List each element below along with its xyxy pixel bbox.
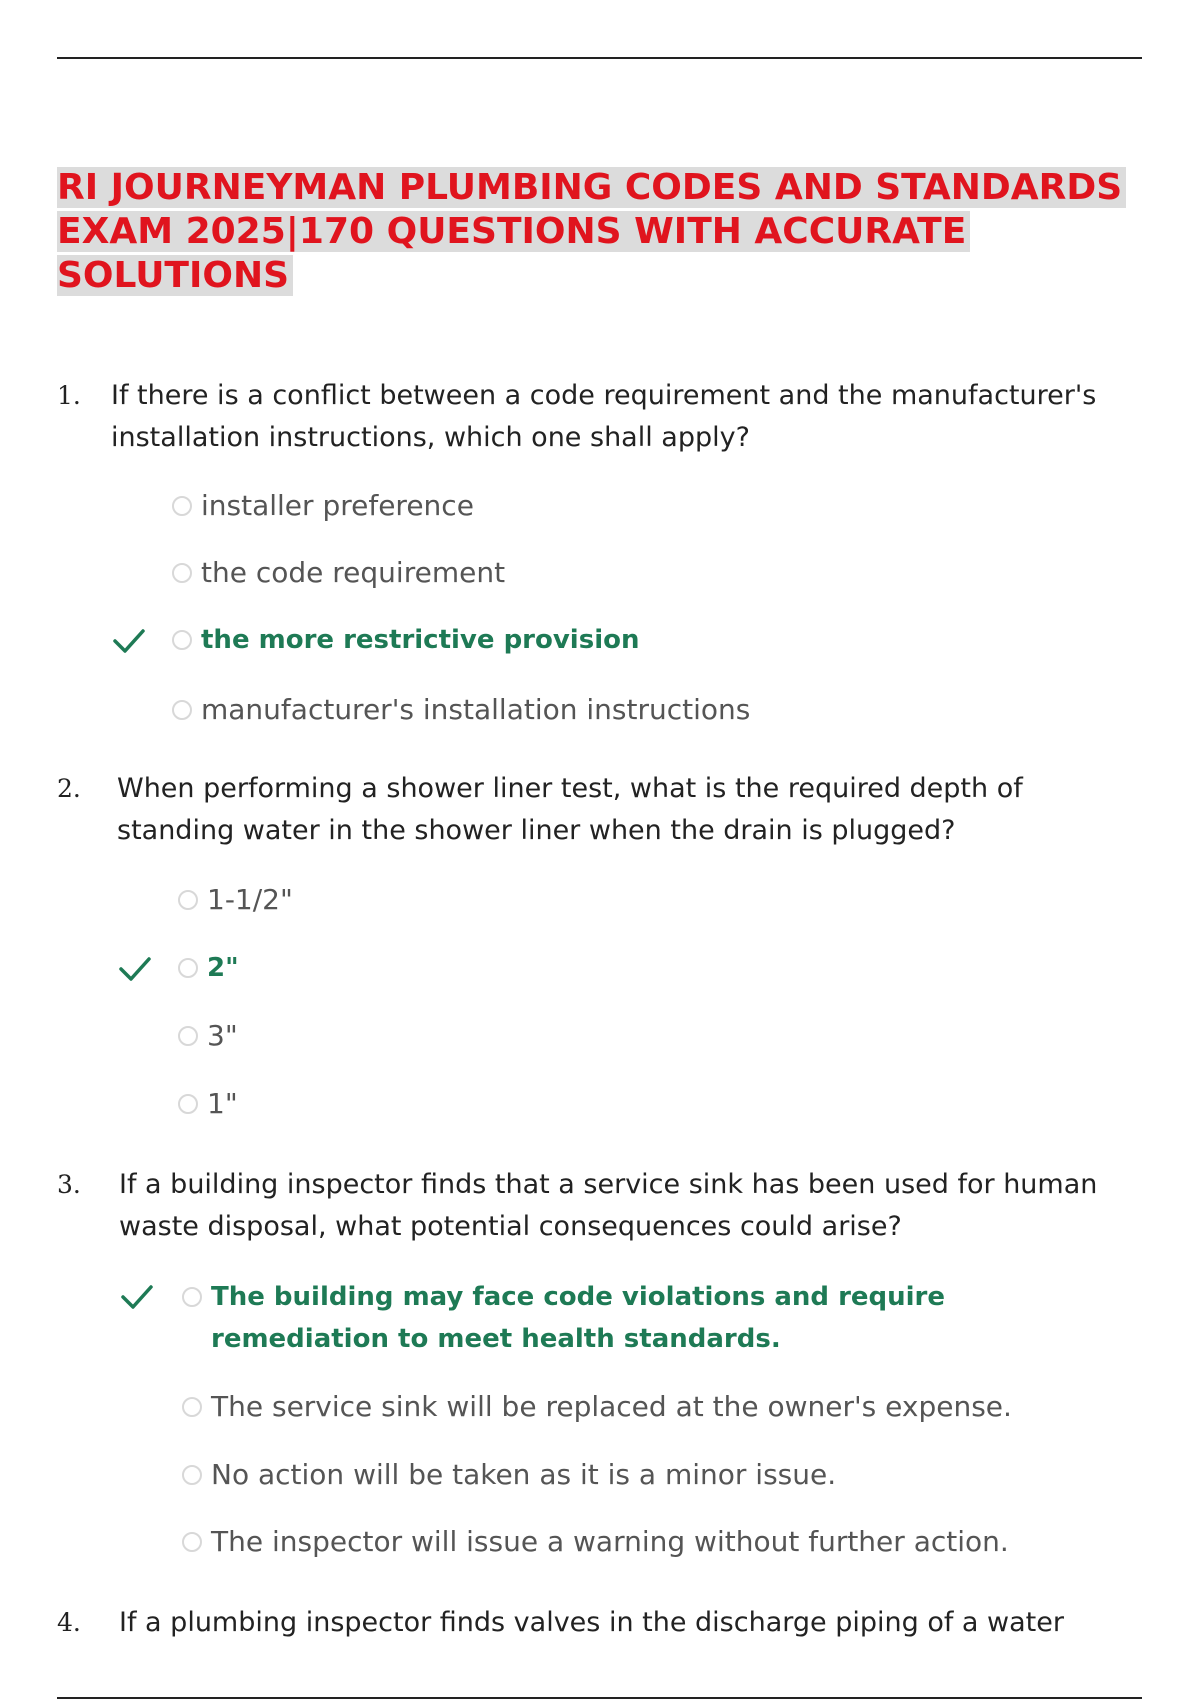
question-number: 2. (57, 774, 81, 803)
option-q2-c[interactable] (178, 1016, 238, 1056)
question-number: 4. (57, 1608, 81, 1637)
radio-circle-icon[interactable] (182, 1465, 202, 1485)
document-title (57, 166, 1157, 298)
question-text: If a plumbing inspector finds valves in the discharge piping of a water (119, 1607, 1064, 1638)
option-q2-d[interactable] (178, 1084, 238, 1124)
option-q1-a[interactable] (172, 486, 474, 526)
radio-circle-icon[interactable] (178, 1094, 198, 1114)
question-number: 3. (57, 1170, 81, 1199)
title-line-3: SOLUTIONS (57, 255, 293, 296)
radio-circle-icon[interactable] (182, 1287, 202, 1307)
option-label: No action will be taken as it is a minor issue. (211, 1458, 837, 1491)
option-q3-a[interactable] (182, 1276, 1111, 1360)
radio-circle-icon[interactable] (178, 1026, 198, 1046)
question-number: 1. (57, 381, 81, 410)
question-text: When performing a shower liner test, what is the required depth of standing water in the shower liner when the drain is plugged? (117, 773, 1023, 846)
radio-circle-icon[interactable] (172, 563, 192, 583)
radio-circle-icon[interactable] (172, 630, 192, 650)
checkmark-icon (112, 627, 146, 655)
top-rule (57, 57, 1142, 59)
checkmark-icon (118, 955, 152, 983)
option-q3-b[interactable] (182, 1387, 1012, 1427)
option-q2-a[interactable] (178, 880, 293, 920)
question-text: If a building inspector finds that a service sink has been used for human waste disposal, what potential consequences could arise? (119, 1169, 1098, 1242)
option-q3-d[interactable] (182, 1522, 1009, 1562)
option-q1-b[interactable] (172, 553, 505, 593)
option-q3-c[interactable] (182, 1455, 836, 1495)
option-label: The service sink will be replaced at the owner's expense. (211, 1390, 1012, 1423)
option-q1-d[interactable] (172, 690, 750, 730)
radio-circle-icon[interactable] (172, 700, 192, 720)
checkmark-icon (120, 1283, 154, 1311)
option-label: manufacturer's installation instructions (201, 693, 751, 726)
radio-circle-icon[interactable] (178, 890, 198, 910)
radio-circle-icon[interactable] (178, 958, 198, 978)
radio-circle-icon[interactable] (172, 496, 192, 516)
radio-circle-icon[interactable] (182, 1397, 202, 1417)
title-line-1: RI JOURNEYMAN PLUMBING CODES AND STANDARDS (57, 167, 1126, 208)
option-label-correct: 2" (207, 953, 239, 983)
option-label: installer preference (201, 489, 474, 522)
option-label-correct: the more restrictive provision (201, 625, 640, 655)
option-label: The inspector will issue a warning without further action. (211, 1525, 1009, 1558)
title-line-2: EXAM 2025|170 QUESTIONS WITH ACCURATE (57, 211, 970, 252)
bottom-rule (57, 1697, 1142, 1699)
option-q1-c[interactable] (172, 620, 639, 660)
option-label: 3" (207, 1019, 238, 1052)
option-label-correct: The building may face code violations and require remediation to meet health standards. (211, 1282, 946, 1354)
option-q2-b[interactable] (178, 948, 239, 988)
option-label: 1-1/2" (207, 883, 293, 916)
option-label: 1" (207, 1087, 238, 1120)
option-label: the code requirement (201, 556, 506, 589)
radio-circle-icon[interactable] (182, 1532, 202, 1552)
question-text: If there is a conflict between a code requirement and the manufacturer's installation instructions, which one shall apply? (111, 380, 1097, 453)
